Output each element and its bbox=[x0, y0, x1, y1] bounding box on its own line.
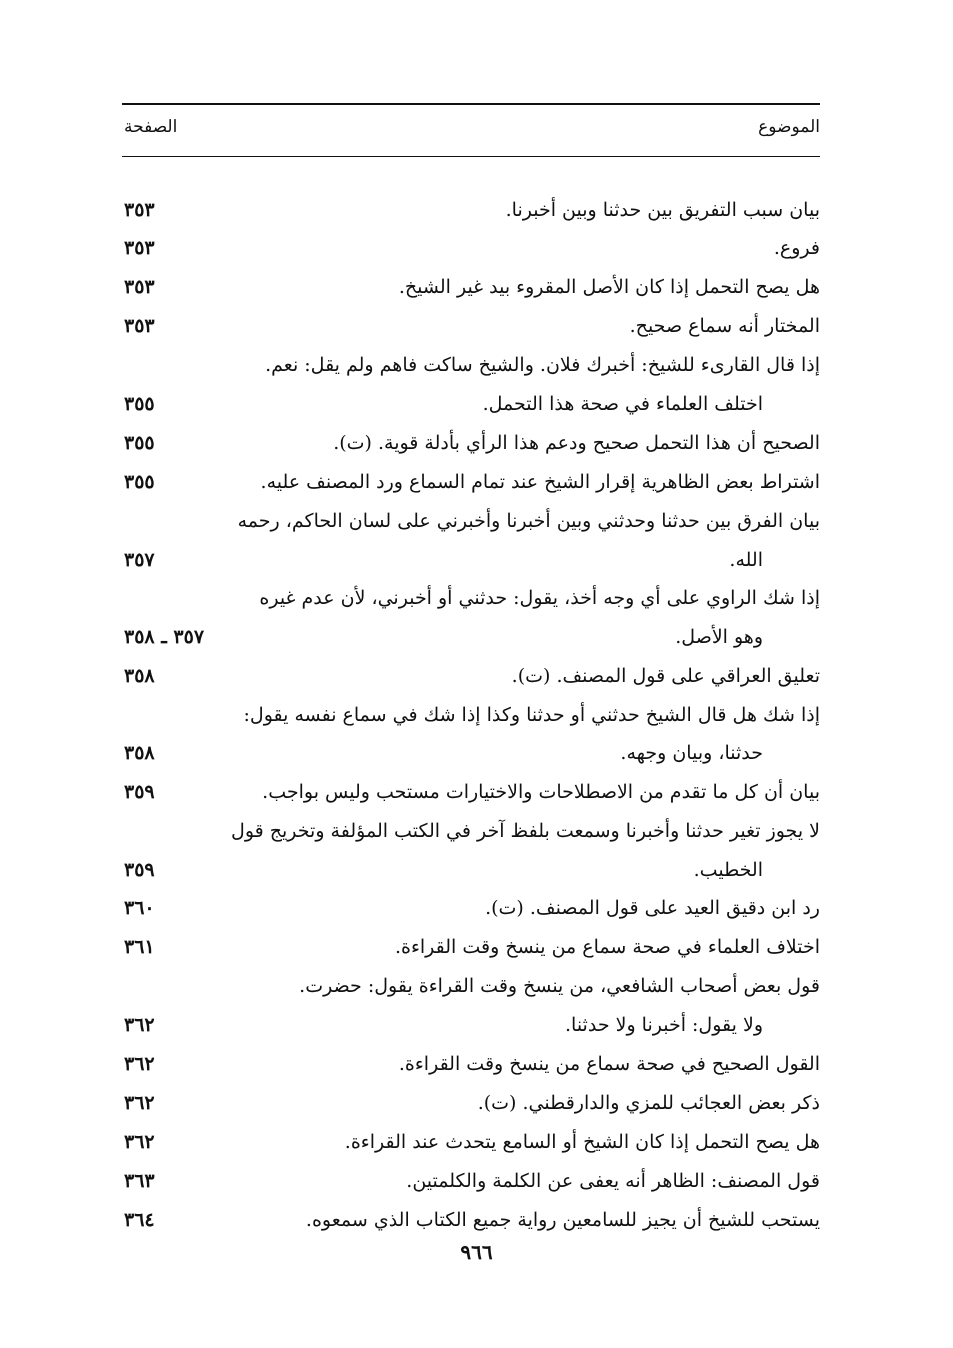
entry-page-number: ٣٥٣ bbox=[124, 315, 155, 337]
entry-page-number: ٣٥٩ bbox=[124, 859, 155, 881]
entry-continuation: الخطيب. bbox=[693, 859, 763, 881]
entry-title: إذا شك الراوي على أي وجه أخذ، يقول: حدثني أو أخبرني، لأن عدم غيره bbox=[259, 587, 820, 609]
top-rule bbox=[122, 103, 820, 105]
entry-title: تعليق العراقي على قول المصنف. (ت). bbox=[511, 665, 820, 687]
entry-page-number: ٣٦٢ bbox=[124, 1053, 155, 1075]
entry-title: لا يجوز تغير حدثنا وأخبرنا وسمعت بلفظ آخر في الكتب المؤلفة وتخريج قول bbox=[231, 820, 820, 842]
entry-title: ذكر بعض العجائب للمزي والدارقطني. (ت). bbox=[477, 1092, 820, 1114]
entry-title: اشتراط بعض الظاهرية إقرار الشيخ عند تمام السماع ورد المصنف عليه. bbox=[260, 471, 820, 493]
entry-page-number: ٣٥٥ bbox=[124, 471, 155, 493]
entry-page-number: ٣٥٥ bbox=[124, 393, 155, 415]
entry-continuation: ولا يقول: أخبرنا ولا حدثنا. bbox=[565, 1014, 763, 1036]
header-page: الصفحة bbox=[124, 117, 178, 137]
entry-title: قول المصنف: الظاهر أنه يعفى عن الكلمة والكلمتين. bbox=[406, 1170, 820, 1192]
entry-title: فروع. bbox=[773, 237, 820, 259]
entry-page-number: ٣٦٢ bbox=[124, 1092, 155, 1114]
entry-page-number: ٣٥٣ bbox=[124, 199, 155, 221]
entry-page-number: ٣٥٣ bbox=[124, 237, 155, 259]
entry-continuation: وهو الأصل. bbox=[675, 626, 763, 648]
entry-page-number: ٣٥٣ bbox=[124, 276, 155, 298]
entry-title: يستحب للشيخ أن يجيز للسامعين رواية جميع الكتاب الذي سمعوه. bbox=[305, 1209, 820, 1231]
entry-title: اختلاف العلماء في صحة سماع من ينسخ وقت القراءة. bbox=[394, 936, 820, 958]
entry-page-number: ٣٥٥ bbox=[124, 432, 155, 454]
entry-page-number: ٣٥٩ bbox=[124, 781, 155, 803]
entry-page-number: ٣٦٤ bbox=[124, 1209, 155, 1231]
entry-continuation: الله. bbox=[729, 549, 763, 571]
entry-page-number: ٣٦٢ bbox=[124, 1014, 155, 1036]
entry-title: إذا شك هل قال الشيخ حدثني أو حدثنا وكذا إذا شك في سماع نفسه يقول: bbox=[243, 704, 820, 726]
entry-title: إذا قال القارىء للشيخ: أخبرك فلان. والشيخ ساكت فاهم ولم يقل: نعم. bbox=[265, 354, 820, 376]
page-number: ٩٦٦ bbox=[460, 1240, 493, 1264]
entry-title: بيان سبب التفريق بين حدثنا وبين أخبرنا. bbox=[505, 199, 820, 221]
entry-title: هل يصح التحمل إذا كان الأصل المقروء بيد غير الشيخ. bbox=[398, 276, 820, 298]
entry-page-number: ٣٦١ bbox=[124, 936, 155, 958]
entry-title: الصحيح أن هذا التحمل صحيح ودعم هذا الرأي بأدلة قوية. (ت). bbox=[333, 432, 820, 454]
entry-title: بيان الفرق بين حدثنا وحدثني وبين أخبرنا وأخبرني على لسان الحاكم، رحمه bbox=[237, 510, 820, 532]
entry-title: قول بعض أصحاب الشافعي، من ينسخ وقت القراءة يقول: حضرت. bbox=[299, 975, 820, 997]
entry-title: القول الصحيح في صحة سماع من ينسخ وقت القراءة. bbox=[398, 1053, 820, 1075]
entry-page-number: ٣٥٨ bbox=[124, 742, 155, 764]
entry-page-number: ٣٦٠ bbox=[124, 897, 155, 919]
entry-page-number: ٣٦٢ bbox=[124, 1131, 155, 1153]
entry-page-number: ٣٥٧ ـ ٣٥٨ bbox=[124, 626, 205, 648]
entry-title: هل يصح التحمل إذا كان الشيخ أو السامع يتحدث عند القراءة. bbox=[344, 1131, 820, 1153]
entry-continuation: حدثنا، وبيان وجهه. bbox=[620, 742, 763, 764]
header-topic: الموضوع bbox=[758, 117, 820, 137]
entry-page-number: ٣٥٨ bbox=[124, 665, 155, 687]
entry-title: المختار أنه سماع صحيح. bbox=[629, 315, 820, 337]
entry-title: رد ابن دقيق العيد على قول المصنف. (ت). bbox=[485, 897, 820, 919]
entry-page-number: ٣٦٣ bbox=[124, 1170, 155, 1192]
entry-title: بيان أن كل ما تقدم من الاصطلاحات والاختيارات مستحب وليس بواجب. bbox=[262, 781, 820, 803]
header-rule bbox=[122, 156, 820, 157]
entry-page-number: ٣٥٧ bbox=[124, 549, 155, 571]
entry-continuation: اختلف العلماء في صحة هذا التحمل. bbox=[482, 393, 763, 415]
